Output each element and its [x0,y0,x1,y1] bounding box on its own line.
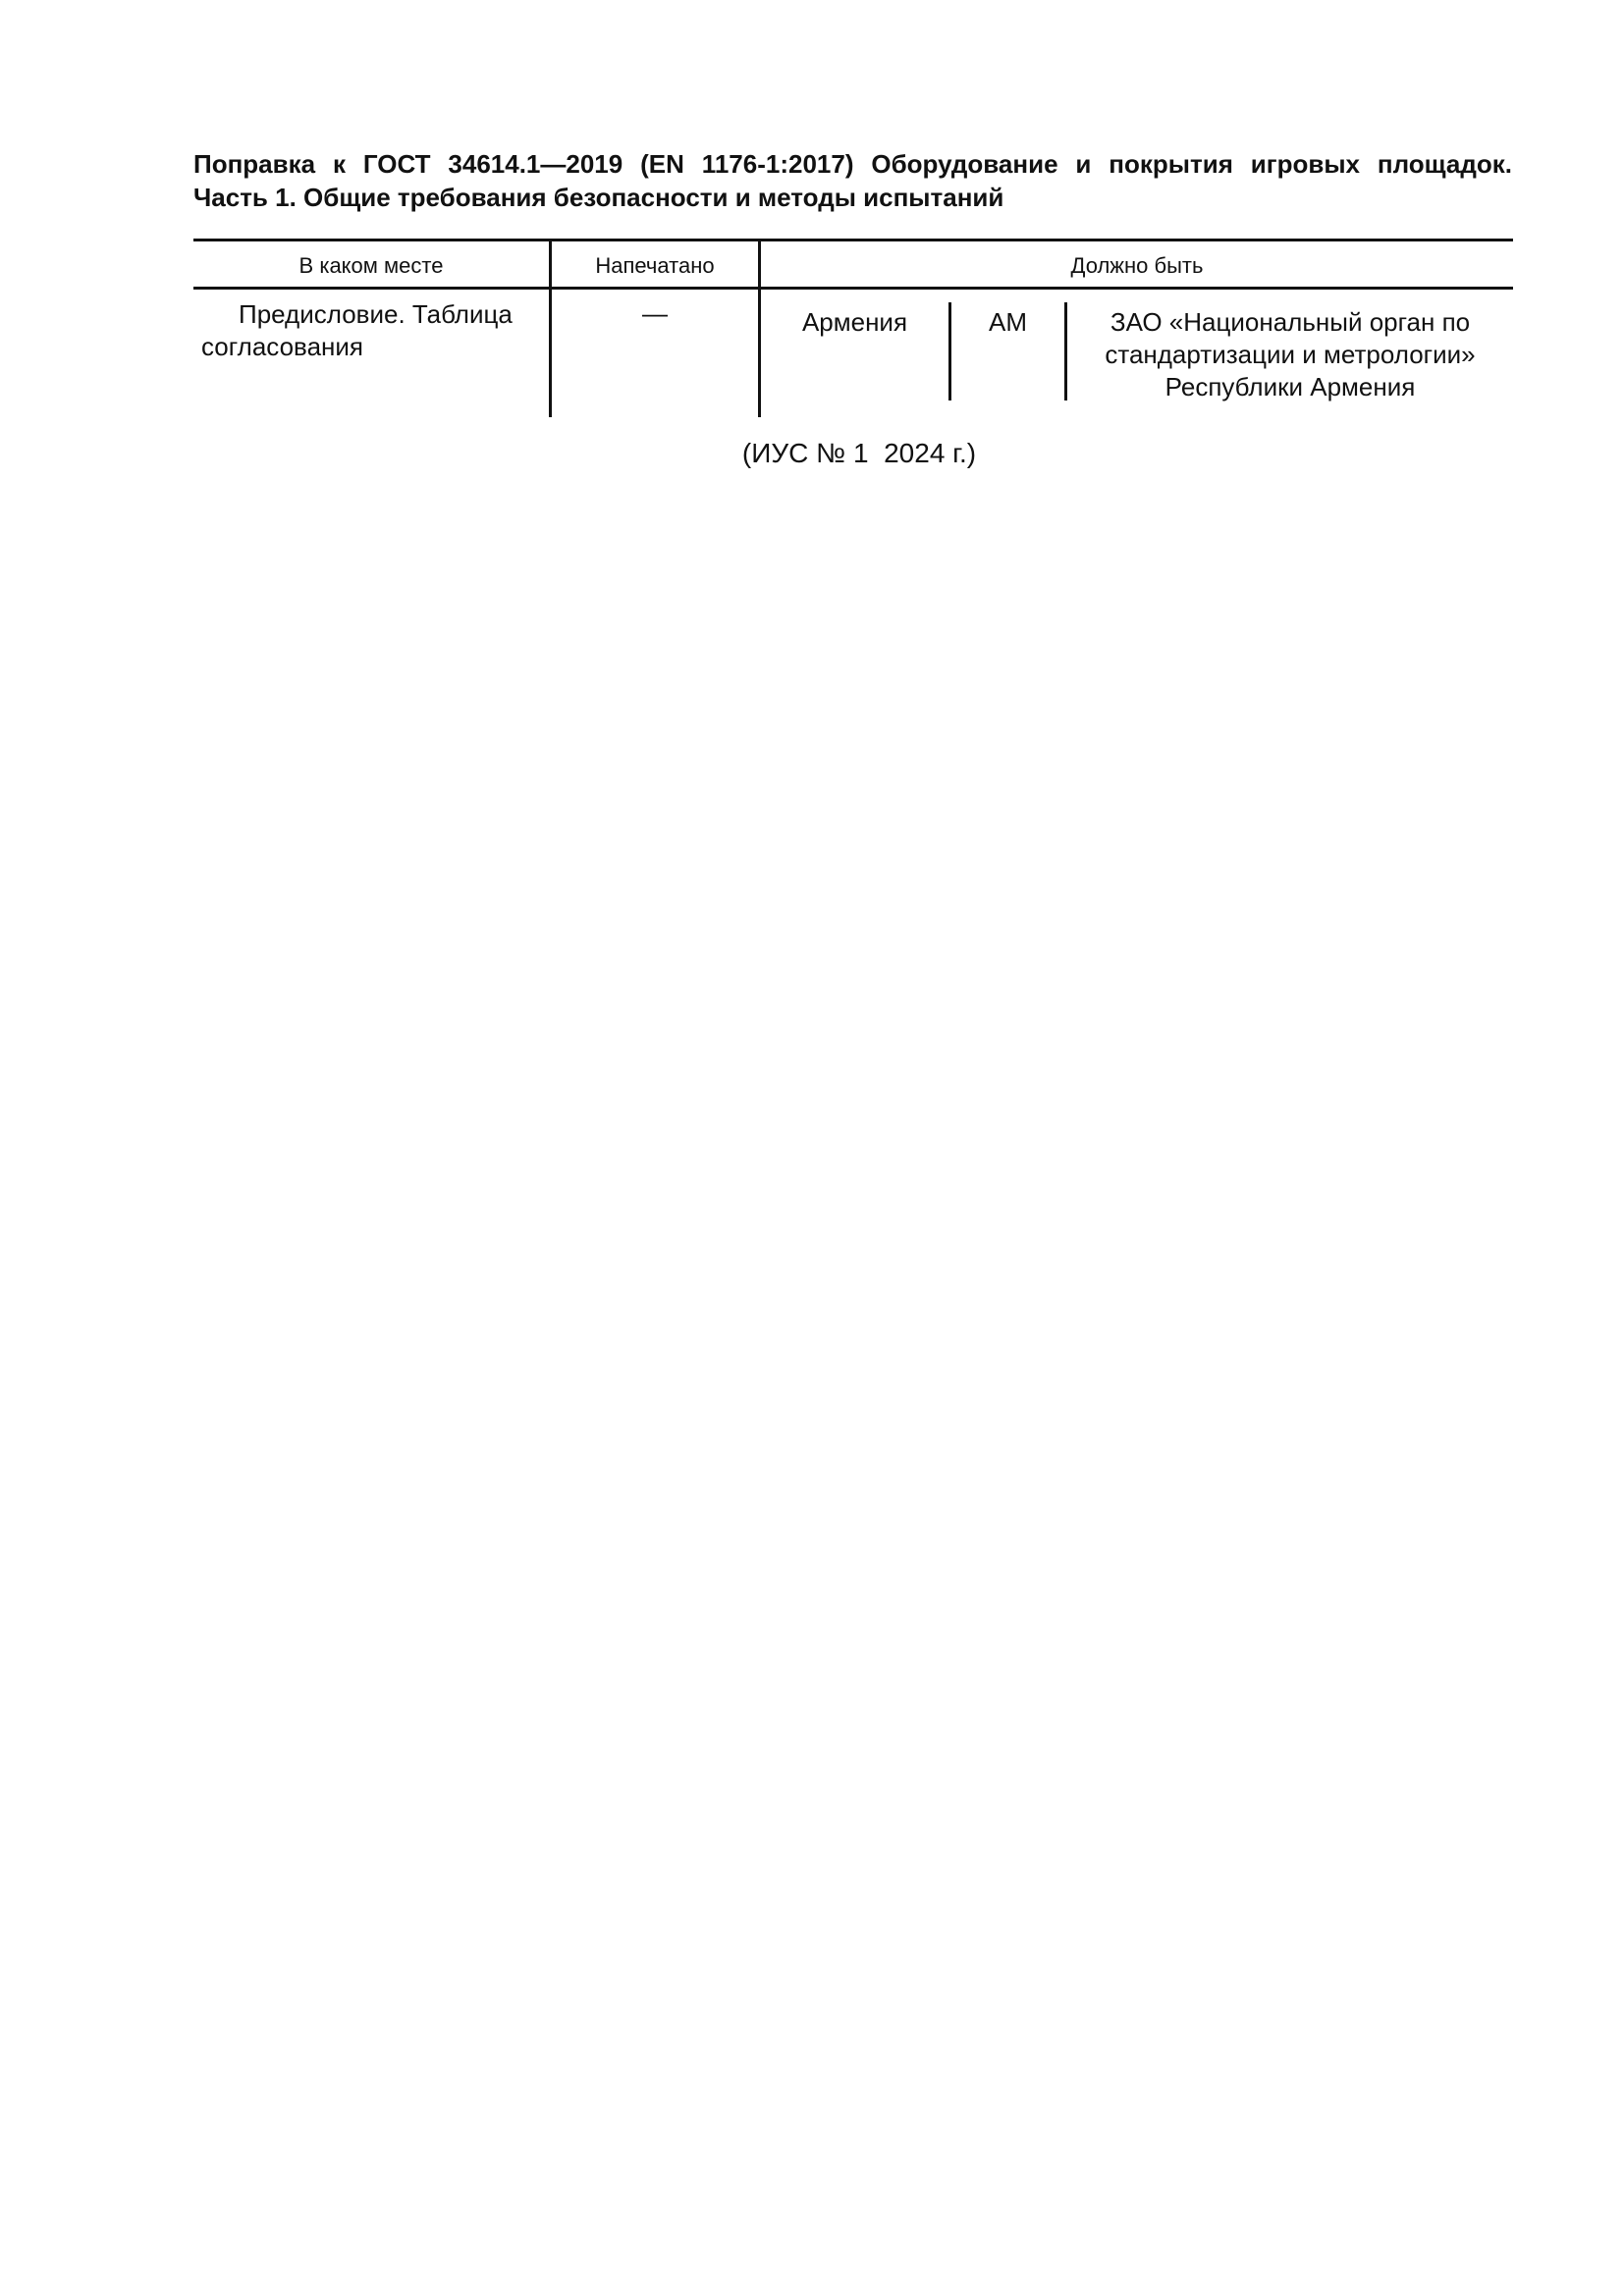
title-line-2: Часть 1. Общие требования безопасности и методы испытаний [193,183,1004,212]
table-row-printed: — [642,298,668,328]
document-title [193,147,1519,214]
header-where: В каком месте [298,253,444,278]
where-line-1: Предисловие. Таблица [239,299,513,329]
footer-source: (ИУС № 1 2024 г.) [741,438,977,468]
organization-line-1: ЗАО «Национальный орган по [1110,307,1471,337]
organization-line-3: Республики Армения [1164,372,1416,401]
where-line-2: согласования [201,332,363,361]
table-row-organization [1067,306,1513,403]
table-row-country: Армения [801,307,908,337]
title-line-1: Поправка к ГОСТ 34614.1—2019 (EN 1176-1:2017) Оборудование и покрытия игровых площадок. [193,149,1512,179]
table-row-code: AM [989,307,1027,337]
table-top-rule [193,239,1513,241]
table-header-rule [193,287,1513,290]
table-row-where [201,298,535,363]
organization-line-2: стандартизации и метрологии» [1105,340,1476,369]
header-printed: Напечатано [595,253,715,278]
header-should-be: Должно быть [1070,253,1204,278]
